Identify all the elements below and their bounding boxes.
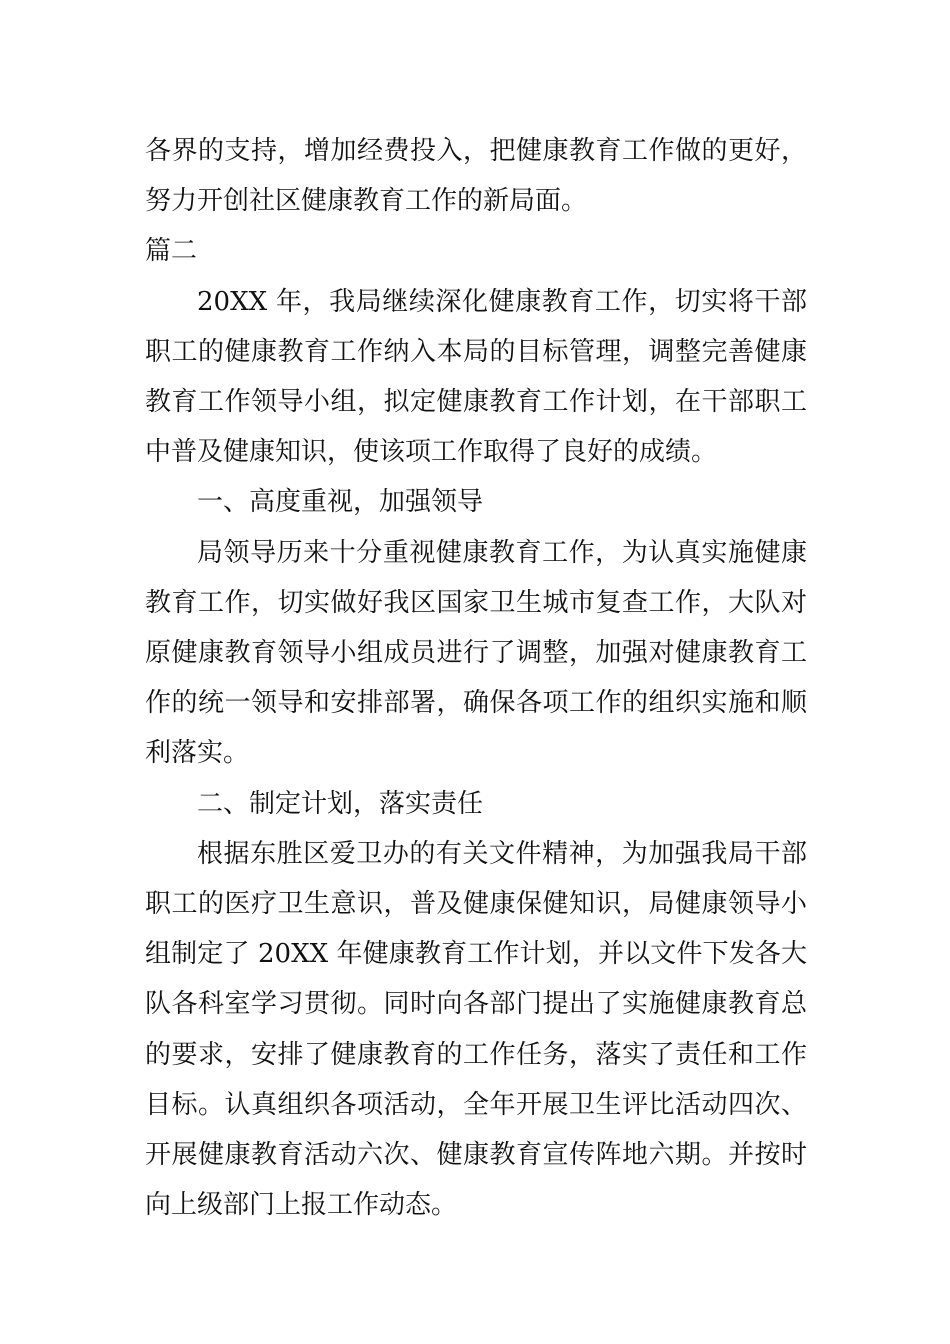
heading-one: 一、高度重视，加强领导 — [197, 487, 484, 518]
paragraph-continuation: 各界的支持，增加经费投入，把健康教育工作做的更好，努力开创社区健康教育工作的新局面。 — [145, 136, 807, 217]
paragraph-plan: 根据东胜区爱卫办的有关文件精神，为加强我局干部职工的医疗卫生意识，普及健康保健知识，局健康领导小组制定了 20XX 年健康教育工作计划，并以文件下发各大队各科室学习贯彻。同时向各部门提出了实施健康教育总的要求，安排了健康教育的工作任务，落实了责任和工作目标。认真组织各项活动，全年开展卫生评比活动四次、开展健康教育活动六次、健康教育宣传阵地六期。并按时向上级部门上报工作动态。 — [145, 838, 807, 1221]
paragraph-intro: 20XX 年，我局继续深化健康教育工作，切实将干部职工的健康教育工作纳入本局的目标管理，调整完善健康教育工作领导小组，拟定健康教育工作计划，在干部职工中普及健康知识，使该项工作取得了良好的成绩。 — [145, 286, 807, 468]
document-body — [145, 126, 807, 1230]
heading-two: 二、制定计划，落实责任 — [197, 788, 484, 819]
section-label: 篇二 — [145, 236, 198, 267]
paragraph-leadership: 局领导历来十分重视健康教育工作，为认真实施健康教育工作，切实做好我区国家卫生城市复查工作，大队对原健康教育领导小组成员进行了调整，加强对健康教育工作的统一领导和安排部署，确保各项工作的组织实施和顺利落实。 — [145, 537, 807, 769]
